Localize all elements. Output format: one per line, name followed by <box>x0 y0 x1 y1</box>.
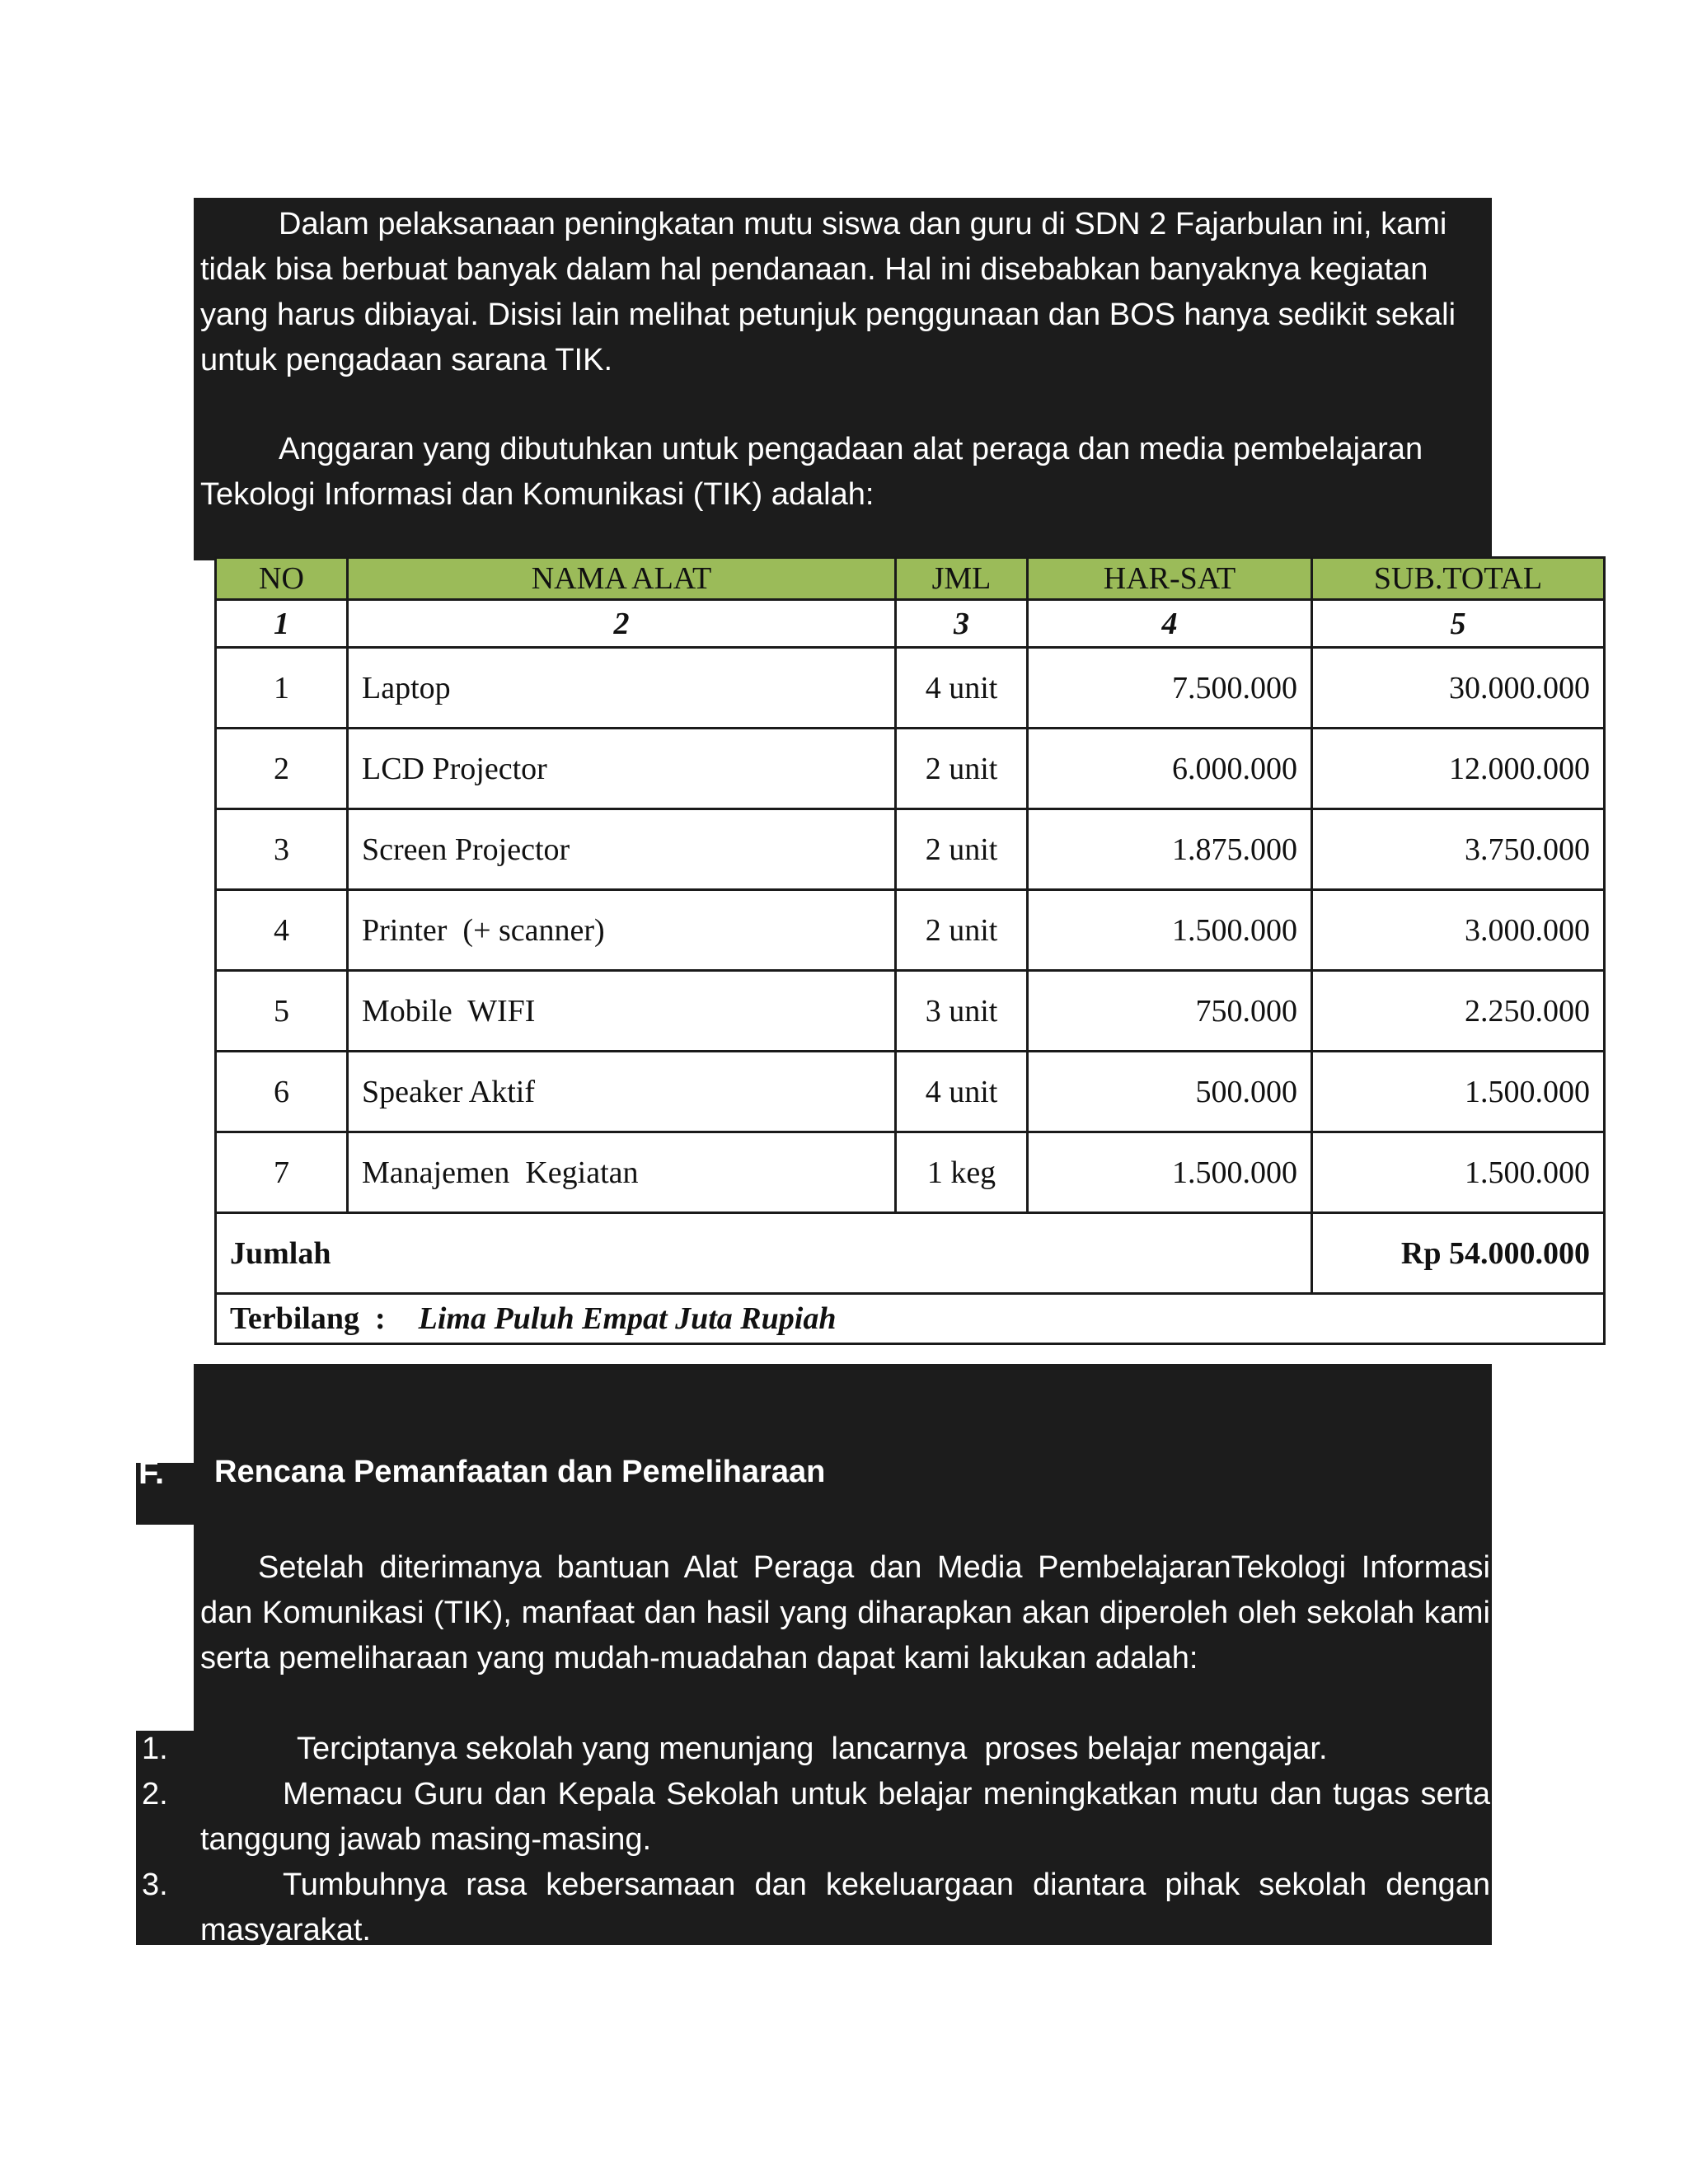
list-number: 3. <box>142 1868 168 1902</box>
words-row <box>216 1294 1605 1344</box>
cell-no: 4 <box>216 890 348 971</box>
cell-no: 2 <box>216 729 348 809</box>
total-row <box>216 1213 1605 1294</box>
table-row <box>216 809 1605 890</box>
cell-subtotal: 1.500.000 <box>1312 1052 1605 1132</box>
section-title: Rencana Pemanfaatan dan Pemeliharaan <box>214 1455 826 1489</box>
table-row <box>216 729 1605 809</box>
cell-harsat: 1.500.000 <box>1028 890 1312 971</box>
list-number: 1. <box>142 1732 168 1766</box>
cell-jml: 4 unit <box>896 648 1028 729</box>
table-row <box>216 971 1605 1052</box>
header-jml: JML <box>896 558 1028 600</box>
header-sub-total: SUB.TOTAL <box>1312 558 1605 600</box>
column-number: 4 <box>1028 600 1312 648</box>
total-label: Jumlah <box>216 1213 1312 1294</box>
cell-nama: Printer (+ scanner) <box>348 890 896 971</box>
cell-harsat: 1.500.000 <box>1028 1132 1312 1213</box>
list-item <box>200 1863 1490 1953</box>
cell-nama: Mobile WIFI <box>348 971 896 1052</box>
cell-subtotal: 3.000.000 <box>1312 890 1605 971</box>
cell-nama: Screen Projector <box>348 809 896 890</box>
words-cell <box>216 1294 1605 1344</box>
intro-paragraph-2-text: Anggaran yang dibutuhkan untuk pengadaan alat peraga dan media pembelajaran Tekologi Informasi dan Komunikasi (TIK) adalah: <box>200 432 1423 512</box>
column-number: 2 <box>348 600 896 648</box>
intro-paragraph-1-text: Dalam pelaksanaan peningkatan mutu siswa dan guru di SDN 2 Fajarbulan ini, kami tidak bisa berbuat banyak dalam hal pendanaan. Hal ini disebabkan banyaknya kegiatan yang harus dibiayai. Disisi lain melihat petunjuk penggunaan dan BOS hanya sedikit sekali untuk pengadaan sarana TIK. <box>200 207 1456 377</box>
cell-subtotal: 30.000.000 <box>1312 648 1605 729</box>
column-number: 1 <box>216 600 348 648</box>
cell-nama: Laptop <box>348 648 896 729</box>
cell-no: 6 <box>216 1052 348 1132</box>
column-number-row <box>216 600 1605 648</box>
cell-jml: 2 unit <box>896 729 1028 809</box>
cell-subtotal: 3.750.000 <box>1312 809 1605 890</box>
header-no: NO <box>216 558 348 600</box>
total-value: Rp 54.000.000 <box>1312 1213 1605 1294</box>
cell-jml: 3 unit <box>896 971 1028 1052</box>
cell-harsat: 6.000.000 <box>1028 729 1312 809</box>
intro-paragraph-2 <box>200 427 1470 518</box>
table-header-row <box>216 558 1605 600</box>
column-number: 3 <box>896 600 1028 648</box>
cell-jml: 4 unit <box>896 1052 1028 1132</box>
table-row <box>216 1132 1605 1213</box>
cell-harsat: 7.500.000 <box>1028 648 1312 729</box>
words-label: Terbilang : <box>230 1301 386 1336</box>
cell-subtotal: 1.500.000 <box>1312 1132 1605 1213</box>
table-row <box>216 890 1605 971</box>
cell-nama: Speaker Aktif <box>348 1052 896 1132</box>
cell-harsat: 1.875.000 <box>1028 809 1312 890</box>
table-row <box>216 648 1605 729</box>
list-number: 2. <box>142 1777 168 1811</box>
cell-no: 3 <box>216 809 348 890</box>
section-paragraph <box>200 1545 1490 1681</box>
header-har-sat: HAR-SAT <box>1028 558 1312 600</box>
cell-nama: LCD Projector <box>348 729 896 809</box>
spacer-block <box>194 1364 1492 1463</box>
intro-paragraph-1 <box>200 202 1470 383</box>
cell-subtotal: 12.000.000 <box>1312 729 1605 809</box>
cell-no: 5 <box>216 971 348 1052</box>
header-nama-alat: NAMA ALAT <box>348 558 896 600</box>
list-item <box>200 1772 1490 1863</box>
cell-jml: 2 unit <box>896 809 1028 890</box>
words-value: Lima Puluh Empat Juta Rupiah <box>418 1301 837 1336</box>
list-item: Terciptanya sekolah yang menunjang lancarnya proses belajar mengajar. <box>297 1732 1328 1766</box>
list-item-text: Memacu Guru dan Kepala Sekolah untuk belajar meningkatkan mutu dan tugas serta tanggung jawab masing-masing. <box>200 1777 1490 1857</box>
cell-jml: 2 unit <box>896 890 1028 971</box>
table-row <box>216 1052 1605 1132</box>
column-number: 5 <box>1312 600 1605 648</box>
section-letter: F. <box>138 1455 165 1491</box>
section-paragraph-text: Setelah diterimanya bantuan Alat Peraga dan Media PembelajaranTekologi Informasi dan Komunikasi (TIK), manfaat dan hasil yang diharapkan akan diperoleh oleh sekolah kami serta pemeliharaan yang mudah-muadahan dapat kami lakukan adalah: <box>200 1550 1490 1675</box>
cell-harsat: 500.000 <box>1028 1052 1312 1132</box>
cell-jml: 1 keg <box>896 1132 1028 1213</box>
cell-harsat: 750.000 <box>1028 971 1312 1052</box>
list-item-text: Tumbuhnya rasa kebersamaan dan kekeluargaan diantara pihak sekolah dengan masyarakat. <box>200 1868 1490 1947</box>
cell-subtotal: 2.250.000 <box>1312 971 1605 1052</box>
budget-table <box>214 556 1606 1345</box>
cell-no: 7 <box>216 1132 348 1213</box>
cell-no: 1 <box>216 648 348 729</box>
cell-nama: Manajemen Kegiatan <box>348 1132 896 1213</box>
